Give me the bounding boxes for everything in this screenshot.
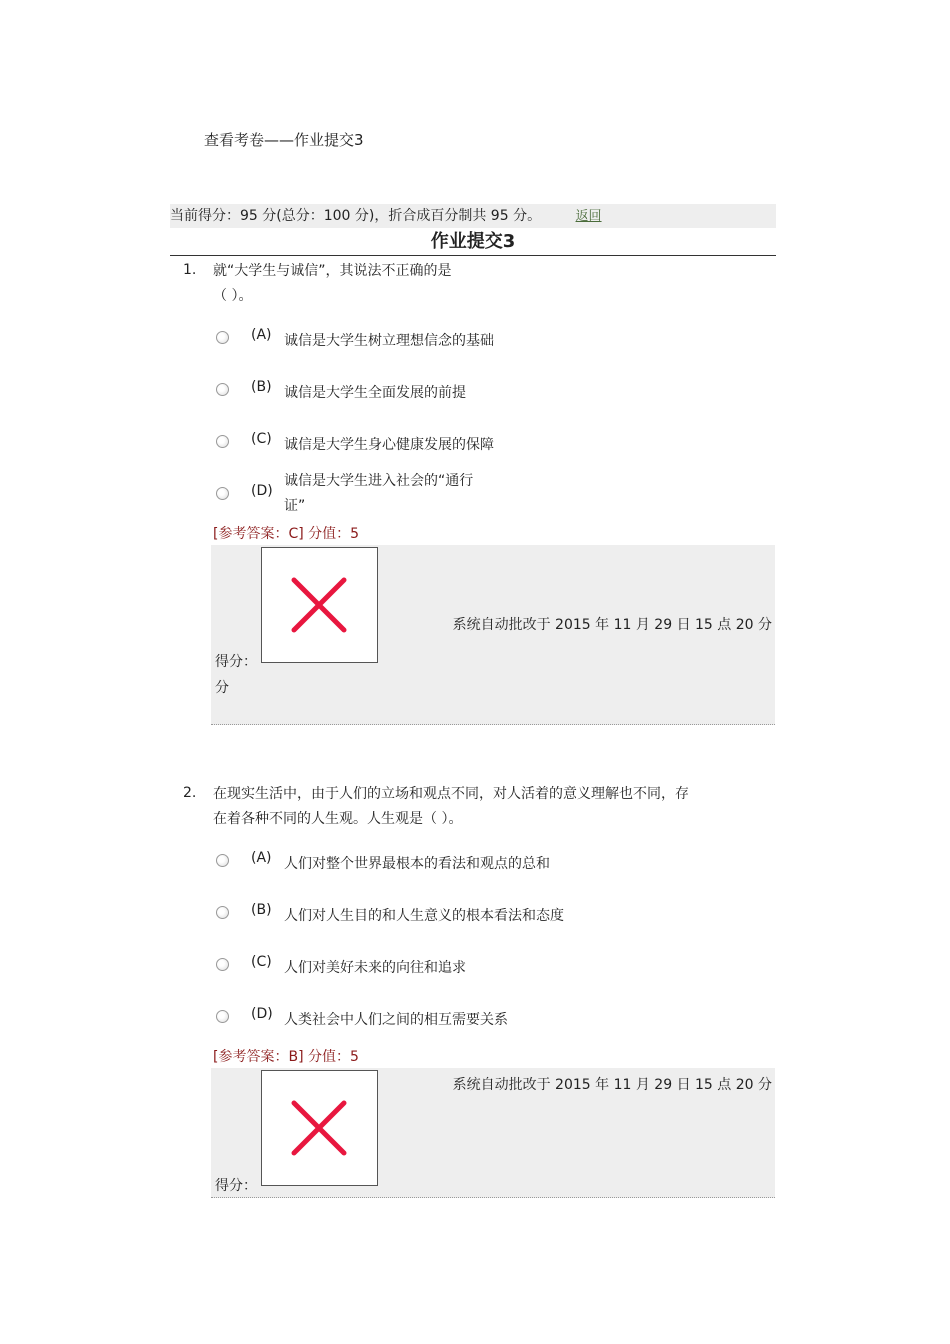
radio-icon[interactable] — [216, 854, 229, 867]
auto-grade-text: 系统自动批改于 2015 年 11 月 29 日 15 点 20 分 — [452, 617, 772, 633]
option-text-line: 证” — [284, 498, 306, 514]
option-letter: (D) — [251, 1006, 273, 1022]
option-text-line: 诚信是大学生进入社会的“通行 — [284, 473, 474, 489]
option-text: 诚信是大学生全面发展的前提 — [284, 385, 466, 401]
option-text — [284, 469, 473, 519]
radio-icon[interactable] — [216, 487, 229, 500]
grade-mark-box — [261, 547, 378, 663]
grading-panel — [211, 1068, 775, 1198]
page-title: 查看考卷——作业提交3 — [204, 131, 364, 149]
option-letter: (C) — [251, 431, 272, 447]
score-unit: 分 — [215, 680, 229, 696]
grade-mark-box — [261, 1070, 378, 1186]
question-text-line: 就“大学生与诚信”，其说法不正确的是 — [213, 263, 452, 279]
question-text — [213, 782, 689, 832]
radio-icon[interactable] — [216, 906, 229, 919]
option-text: 诚信是大学生身心健康发展的保障 — [284, 437, 494, 453]
question-text — [213, 259, 452, 309]
option-letter: (D) — [251, 483, 273, 499]
question-text-line: 在着各种不同的人生观。人生观是（ ）。 — [213, 811, 463, 827]
radio-icon[interactable] — [216, 958, 229, 971]
exam-title: 作业提交3 — [170, 229, 776, 256]
question-text-line: （ ）。 — [213, 288, 253, 304]
score-summary-bar — [170, 204, 776, 228]
question-number: 1. — [183, 262, 197, 278]
option-letter: (C) — [251, 954, 272, 970]
reference-answer: [参考答案：B] 分值：5 — [213, 1049, 359, 1065]
score-label: 得分： — [215, 1178, 257, 1194]
auto-grade-text: 系统自动批改于 2015 年 11 月 29 日 15 点 20 分 — [452, 1077, 772, 1093]
option-text: 人们对美好未来的向往和追求 — [284, 960, 466, 976]
option-letter: (A) — [251, 327, 272, 343]
score-label: 得分： — [215, 654, 257, 670]
question-text-line: 在现实生活中，由于人们的立场和观点不同，对人活着的意义理解也不同，存 — [213, 786, 689, 802]
option-letter: (B) — [251, 902, 272, 918]
radio-icon[interactable] — [216, 331, 229, 344]
question-number: 2. — [183, 785, 197, 801]
option-letter: (B) — [251, 379, 272, 395]
score-summary: 当前得分：95 分(总分：100 分)，折合成百分制共 95 分。 — [170, 208, 542, 224]
option-text: 人们对人生目的和人生意义的根本看法和态度 — [284, 908, 564, 924]
radio-icon[interactable] — [216, 1010, 229, 1023]
radio-icon[interactable] — [216, 435, 229, 448]
radio-icon[interactable] — [216, 383, 229, 396]
back-link[interactable]: 返回 — [575, 209, 602, 224]
grading-panel — [211, 545, 775, 725]
option-text: 诚信是大学生树立理想信念的基础 — [284, 333, 494, 349]
option-text: 人类社会中人们之间的相互需要关系 — [284, 1012, 508, 1028]
x-mark-icon — [290, 576, 348, 634]
x-mark-icon — [290, 1099, 348, 1157]
option-text: 人们对整个世界最根本的看法和观点的总和 — [284, 856, 550, 872]
option-letter: (A) — [251, 850, 272, 866]
reference-answer: [参考答案：C] 分值：5 — [213, 526, 360, 542]
